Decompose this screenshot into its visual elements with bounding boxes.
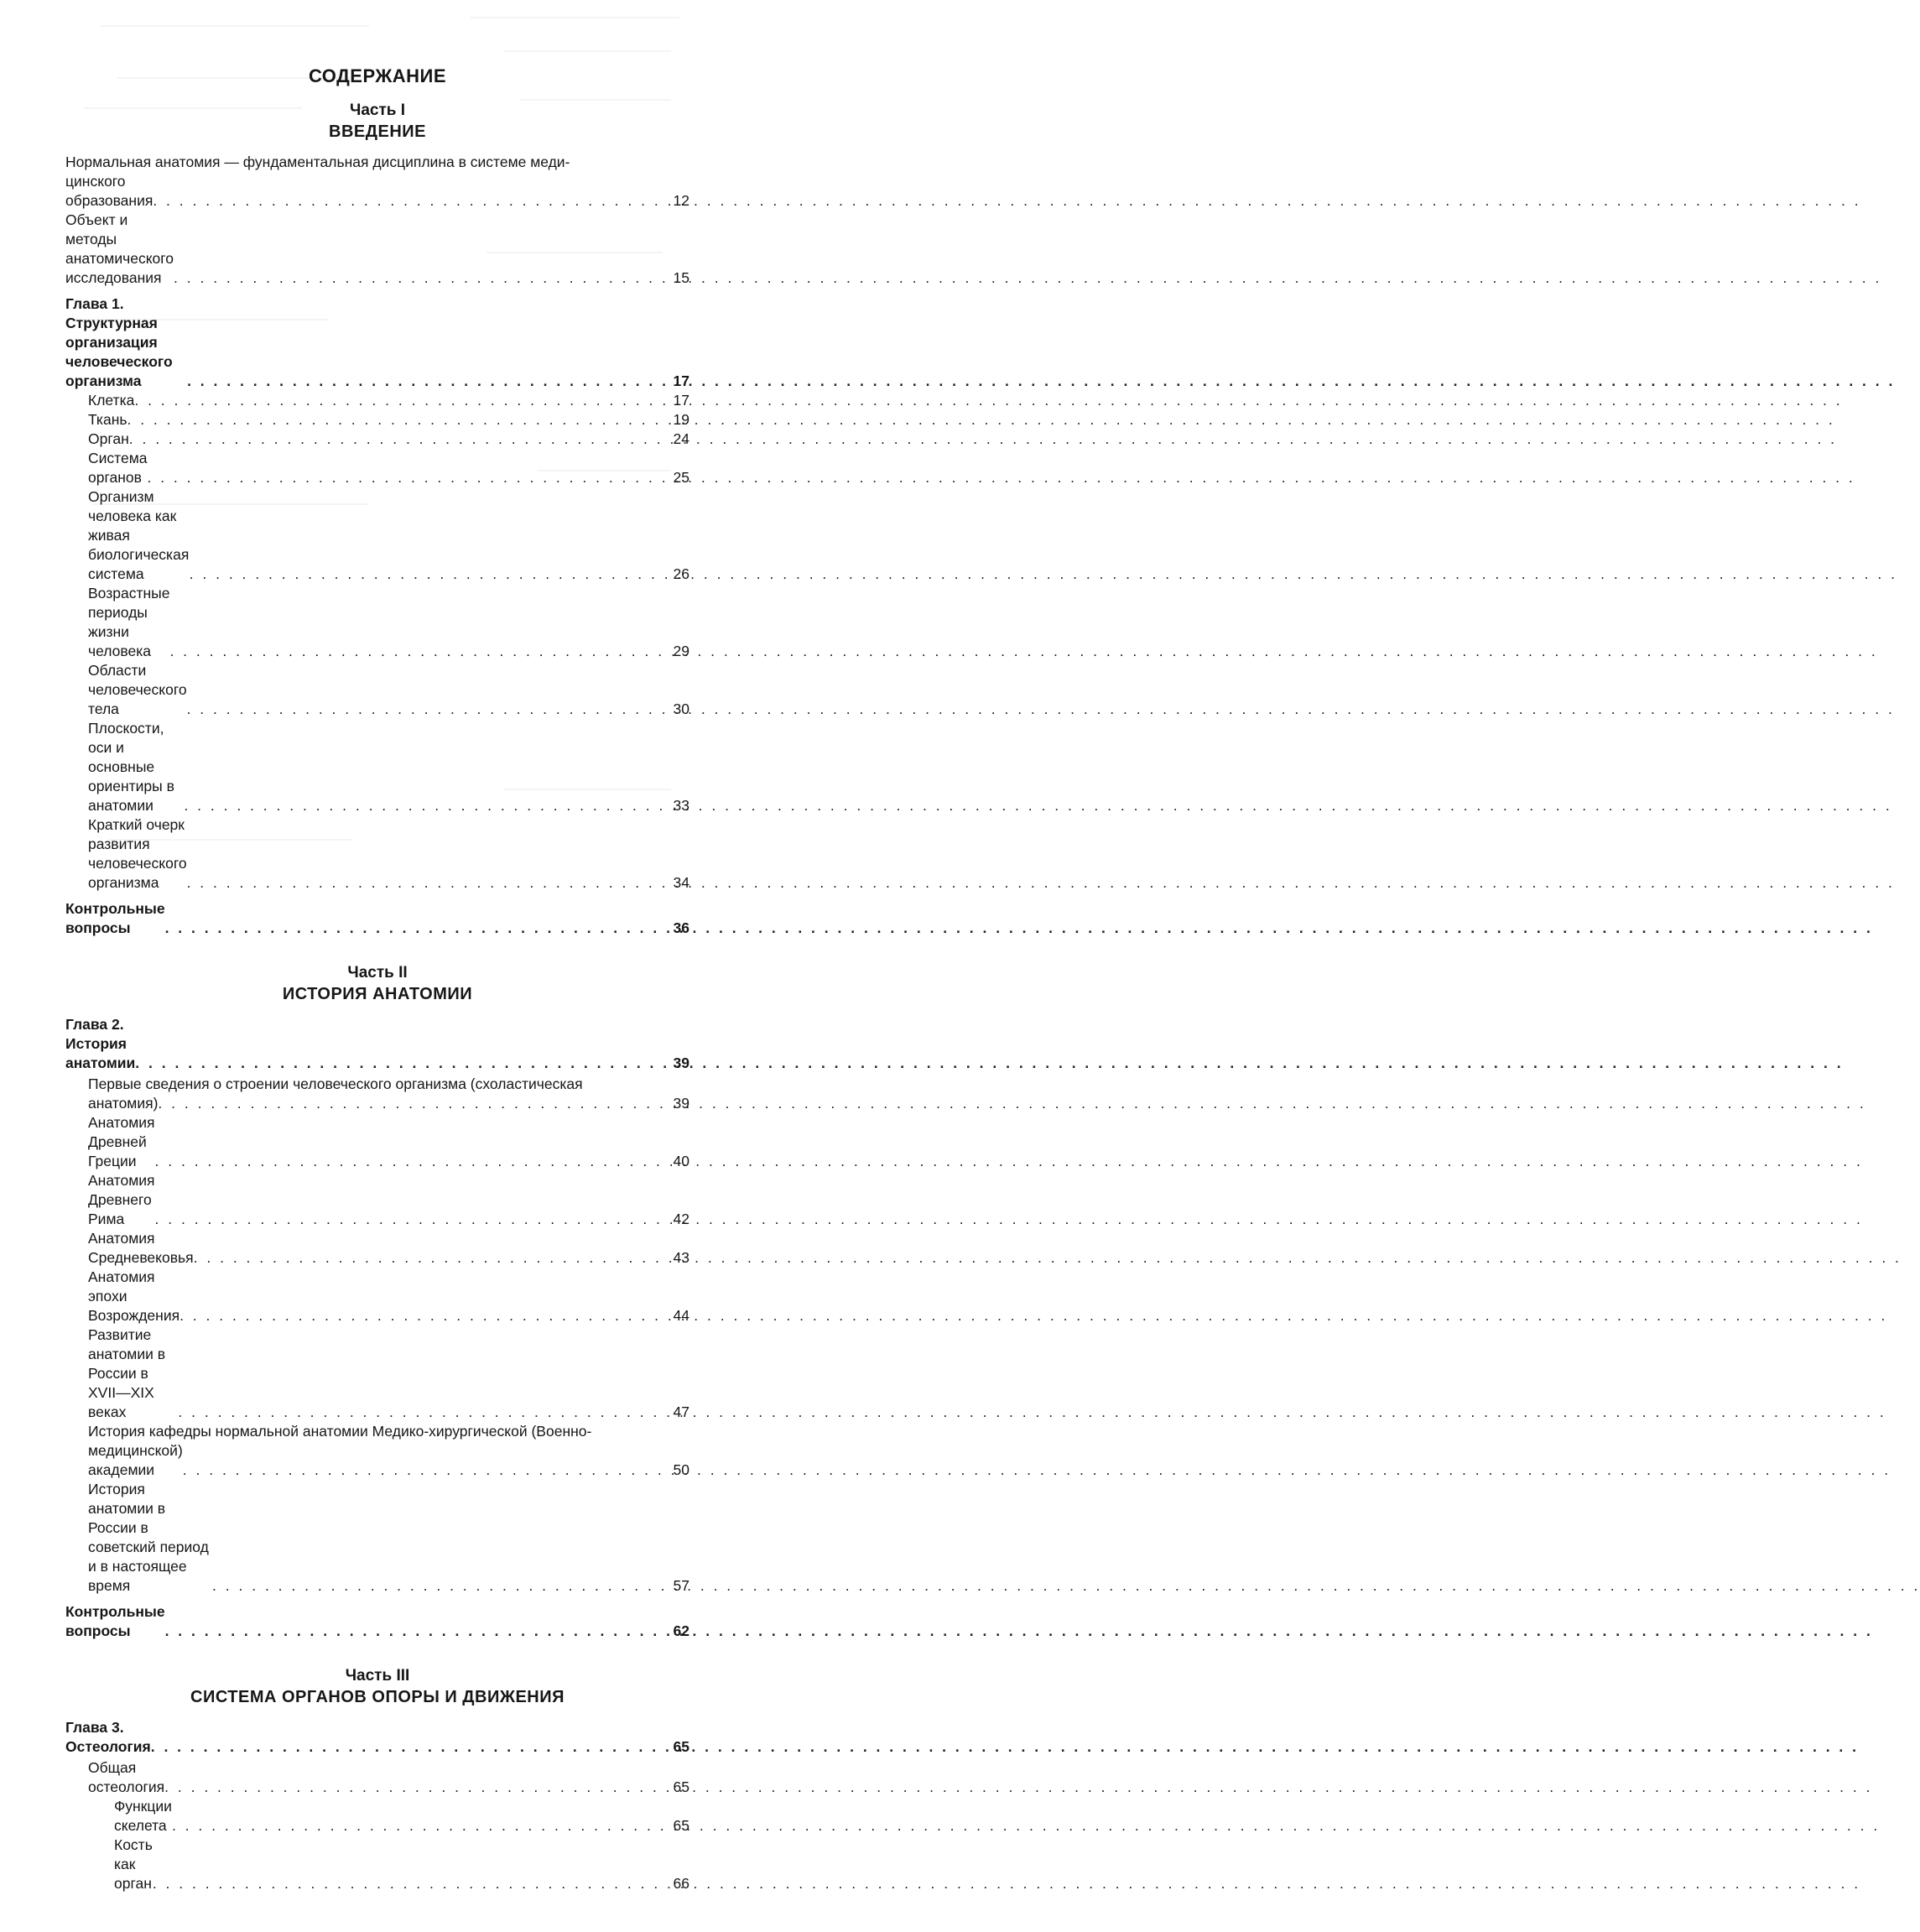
page-number: 25: [673, 469, 689, 486]
entry-title: Орган: [88, 430, 129, 447]
entry-title: медицинской) академии: [88, 1442, 183, 1478]
entry-title: История анатомии в России в советский период и в настоящее время: [88, 1481, 209, 1594]
page-number: 17: [673, 372, 689, 389]
dot-leader: [127, 410, 658, 430]
toc-row: [65, 899, 689, 938]
page-number: 47: [673, 1403, 689, 1420]
entry-title: Развитие анатомии в России в XVII—XIX веках: [88, 1326, 166, 1420]
page-number: 44: [673, 1307, 689, 1324]
entry-title: Глава 2. История анатомии: [65, 1016, 136, 1071]
page-number: 65: [673, 1817, 689, 1834]
section-entry[interactable]: [65, 1758, 689, 1797]
page-number: 34: [673, 874, 689, 891]
section-entry[interactable]: [65, 719, 689, 815]
entry-title: Анатомия Древней Греции: [88, 1114, 155, 1169]
section-entry[interactable]: [65, 430, 689, 449]
toc-row: [65, 1015, 689, 1073]
entry-title: Функции скелета: [114, 1798, 172, 1834]
page-number: 12: [673, 192, 689, 209]
page-number: 24: [673, 430, 689, 447]
dot-leader: [169, 642, 658, 661]
toc-row: [65, 172, 689, 211]
page-number: 39: [673, 1055, 689, 1071]
dot-leader: [153, 1874, 658, 1893]
entry-title: Области человеческого тела: [88, 662, 187, 717]
section-entry[interactable]: [65, 1268, 689, 1325]
entry-text-line: Нормальная анатомия — фундаментальная дисциплина в системе меди-: [65, 154, 570, 170]
entry-title: Глава 3. Остеология: [65, 1719, 151, 1755]
entry-title: Глава 1. Структурная организация человеческого организма: [65, 295, 173, 389]
toc-row: [114, 1836, 689, 1893]
page-number: 15: [673, 269, 689, 286]
entry-text-line: Первые сведения о строении человеческого организма (схоластическая: [88, 1075, 583, 1092]
chapter-entry[interactable]: [65, 1015, 689, 1073]
toc-row: [65, 1602, 689, 1641]
entry-text-line: История кафедры нормальной анатомии Медико-хирургической (Военно-: [88, 1423, 592, 1440]
dot-leader: [212, 1576, 658, 1596]
section-entry[interactable]: [65, 661, 689, 719]
toc-row: [88, 1758, 689, 1797]
page-number: 36: [673, 919, 689, 936]
part-title: ВВЕДЕНИЕ: [329, 122, 426, 141]
dot-leader: [178, 1403, 658, 1422]
entry-title: Объект и методы анатомического исследования: [65, 211, 174, 286]
dot-leader: [187, 873, 658, 893]
page-number: 19: [673, 411, 689, 428]
entry-title: Анатомия Древнего Рима: [88, 1172, 155, 1227]
part-section: [65, 963, 689, 1641]
dot-leader: [164, 1778, 658, 1797]
toc-row: [88, 1268, 689, 1325]
dot-leader: [187, 700, 658, 719]
toc-row: [88, 1480, 689, 1596]
chapter-entry[interactable]: [65, 1718, 689, 1757]
dot-leader: [190, 565, 658, 584]
entry-title: Организм человека как живая биологическая система: [88, 488, 190, 582]
page-number: 29: [673, 643, 689, 659]
entry-title: Анатомия эпохи Возрождения: [88, 1268, 180, 1324]
toc-row: [88, 410, 689, 430]
chapter-entry[interactable]: [65, 294, 689, 391]
section-entry[interactable]: [65, 211, 689, 288]
part-number: Часть II: [347, 964, 408, 982]
section-entry[interactable]: [65, 1422, 689, 1480]
dot-leader: [183, 1461, 658, 1480]
page-number: 43: [673, 1249, 689, 1266]
entry-title: Система органов: [88, 450, 148, 486]
toc-row: [88, 1441, 689, 1480]
section-entry[interactable]: [65, 1797, 689, 1836]
entry-title: Клетка: [88, 392, 135, 409]
entry-title: Общая остеология: [88, 1759, 165, 1795]
entry-title: Плоскости, оси и основные ориентиры в анатомии: [88, 720, 174, 814]
toc-row: [114, 1797, 689, 1836]
entry-title: Контрольные вопросы: [65, 1603, 165, 1639]
dot-leader: [180, 1306, 658, 1325]
entry-title: Кость как орган: [114, 1836, 153, 1892]
page-number: 26: [673, 565, 689, 582]
toc-row: [88, 449, 689, 487]
dot-leader: [135, 1054, 658, 1073]
page-number: 66: [673, 1875, 689, 1892]
entry-title: анатомия): [88, 1095, 159, 1112]
toc-row: [88, 815, 689, 893]
dot-leader: [194, 1248, 658, 1268]
dot-leader: [155, 1152, 658, 1171]
page-number: 65: [673, 1738, 689, 1755]
toc-row: [88, 1113, 689, 1171]
dot-leader: [165, 1622, 658, 1641]
toc-row: [65, 294, 689, 391]
toc-row: [88, 1171, 689, 1229]
page-number: 57: [673, 1577, 689, 1594]
dot-leader: [134, 391, 658, 410]
section-entry[interactable]: [65, 1480, 689, 1596]
page-number: 30: [673, 700, 689, 717]
section-entry[interactable]: [65, 1325, 689, 1422]
entry-title: Краткий очерк развития человеческого организма: [88, 816, 187, 891]
section-entry[interactable]: [65, 487, 689, 584]
section-entry[interactable]: [65, 153, 689, 211]
table-of-contents: [65, 60, 689, 1893]
dot-leader: [155, 1210, 658, 1229]
dot-leader: [151, 1737, 658, 1757]
dot-leader: [147, 468, 658, 487]
page-number: 42: [673, 1211, 689, 1227]
dot-leader: [158, 1094, 658, 1113]
section-entry[interactable]: [65, 449, 689, 487]
part-number: Часть I: [349, 102, 406, 119]
section-entry[interactable]: [65, 1075, 689, 1113]
chapter-entry[interactable]: [65, 899, 689, 938]
toc-row: [88, 487, 689, 584]
section-entry[interactable]: [65, 815, 689, 893]
page-number: 62: [673, 1622, 689, 1639]
dot-leader: [187, 372, 658, 391]
toc-row: [88, 1094, 689, 1113]
entry-title: Возрастные периоды жизни человека: [88, 585, 170, 659]
page-number: 33: [673, 797, 689, 814]
dot-leader: [174, 268, 658, 288]
entry-title: цинского образования: [65, 173, 153, 209]
toc-parts: [65, 101, 689, 1893]
dot-leader: [165, 919, 658, 938]
dot-leader: [153, 191, 658, 211]
toc-row: [88, 1229, 689, 1268]
section-entry[interactable]: [65, 1171, 689, 1229]
page-title: СОДЕРЖАНИЕ: [308, 65, 447, 86]
section-entry[interactable]: [65, 1836, 689, 1893]
entry-title: Ткань: [88, 411, 127, 428]
toc-row: [88, 430, 689, 449]
toc-row: [88, 661, 689, 719]
entry-title: Контрольные вопросы: [65, 900, 165, 936]
part-section: [65, 1666, 689, 1893]
section-entry[interactable]: [65, 1113, 689, 1171]
section-entry[interactable]: [65, 584, 689, 661]
section-entry[interactable]: [65, 410, 689, 430]
page-number: 40: [673, 1153, 689, 1169]
toc-row: [88, 584, 689, 661]
dot-leader: [172, 1816, 658, 1836]
toc-row: [88, 1325, 689, 1422]
toc-row: [88, 391, 689, 410]
chapter-entry[interactable]: [65, 1602, 689, 1641]
section-entry[interactable]: [65, 1229, 689, 1268]
toc-row: [88, 719, 689, 815]
section-entry[interactable]: [65, 391, 689, 410]
part-title: СИСТЕМА ОРГАНОВ ОПОРЫ И ДВИЖЕНИЯ: [190, 1688, 565, 1706]
page-number: 39: [673, 1095, 689, 1112]
dot-leader: [129, 430, 658, 449]
entry-title: Анатомия Средневековья: [88, 1230, 194, 1266]
toc-row: [65, 1718, 689, 1757]
toc-row: [65, 211, 689, 288]
dot-leader: [184, 796, 658, 815]
page-number: 50: [673, 1461, 689, 1478]
page-number: 17: [673, 392, 689, 409]
part-number: Часть III: [345, 1667, 410, 1685]
part-title: ИСТОРИЯ АНАТОМИИ: [282, 985, 473, 1003]
page-number: 65: [673, 1778, 689, 1795]
part-section: [65, 101, 689, 938]
